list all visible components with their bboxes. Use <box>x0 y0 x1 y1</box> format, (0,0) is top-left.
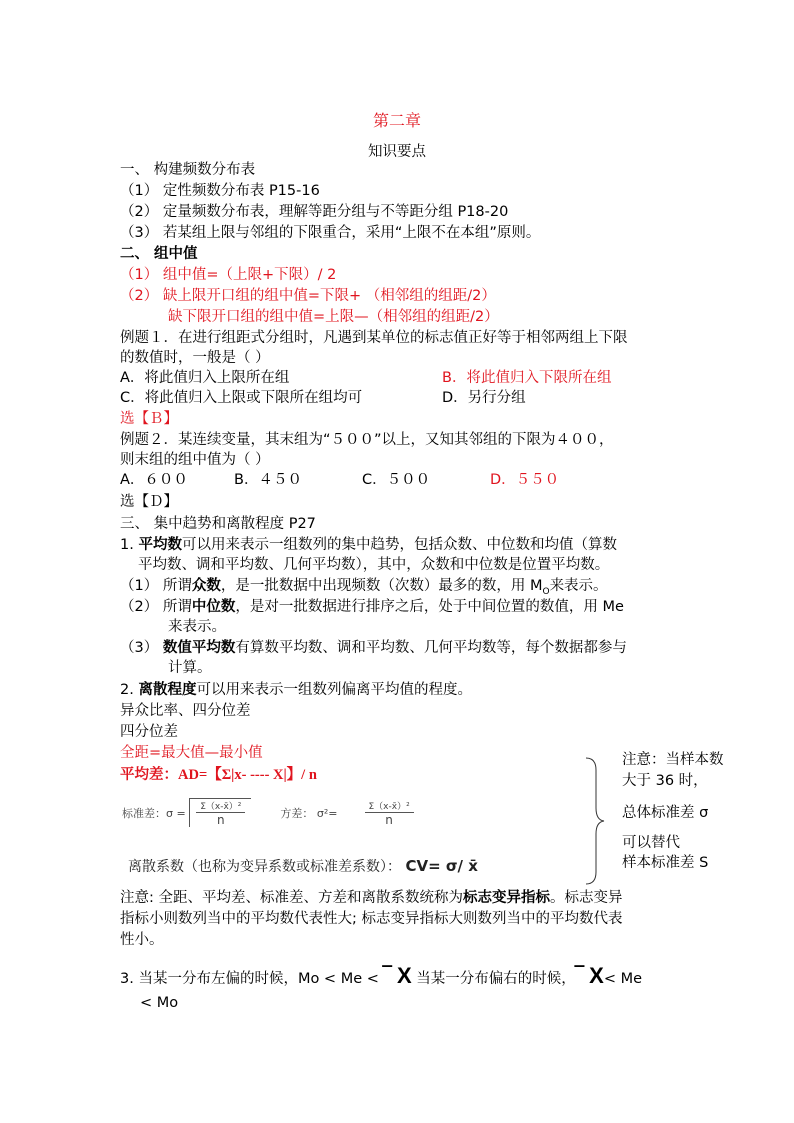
note-line-1: 注意：当样本数 <box>622 752 724 768</box>
example-2-answer: 选【Ｄ】 <box>120 494 178 510</box>
notice-line-2: 指标小则数列当中的平均数代表性大; 标志变异指标大则数列当中的平均数代表 <box>120 911 623 927</box>
example-1-option-b: B．将此值归入下限所在组 <box>442 370 612 386</box>
mean-deviation-formula <box>120 765 317 785</box>
mean-prefix: （3） <box>120 640 163 656</box>
mean-keyword: 数值平均数 <box>162 640 236 656</box>
section-3-heading: 三、 集中趋势和离散程度 P27 <box>120 516 316 532</box>
median-prefix: （2） 所谓 <box>120 599 192 615</box>
notice-text-a: 注意: 全距、平均差、标准差、方差和离散系数统称为 <box>120 890 463 906</box>
section-2-item-3: 缺下限开口组的组中值=上限—（相邻组的组距/2） <box>168 309 499 325</box>
mean-item <box>120 638 627 658</box>
mean-deviation-expression: AD=【Σ|x- ---- X|】/ n <box>178 767 317 783</box>
cv-label: 离散系数（也称为变异系数或标准差系数）： <box>128 859 401 875</box>
std-label: 标准差：σ = <box>122 806 186 820</box>
point-3-left-skew: 3. 当某一分布左偏的时候，Mo < Me < <box>120 971 384 987</box>
dispersion-measures-2: 四分位差 <box>120 724 178 740</box>
section-1-heading: 一、 构建频数分布表 <box>120 162 256 178</box>
example-1-question-line-1: 例题１．在进行组距式分组时，凡遇到某单位的标志值正好等于相邻两组上下限 <box>120 330 628 346</box>
example-1-question-line-2: 的数值时，一般是（ ） <box>120 350 270 366</box>
mode-subscript: O <box>542 586 550 597</box>
std-numerator: Σ（x-x̄）² <box>196 799 245 813</box>
cv-formula <box>128 856 478 877</box>
point-3-line-1 <box>120 963 643 989</box>
point-1-line-2: 平均数、调和平均数、几何平均数），其中，众数和中位数是位置平均数。 <box>138 557 610 573</box>
median-keyword: 中位数 <box>191 599 236 615</box>
point-2-number: 2. <box>120 682 134 698</box>
example-2-option-c: C．５００ <box>362 472 431 488</box>
mean-deviation-label: 平均差： <box>120 767 178 783</box>
point-3-mean-symbol-1: ‾ X <box>383 963 412 988</box>
std-variance-formulas <box>122 798 414 838</box>
median-item-line-2: 来表示。 <box>168 619 226 635</box>
mode-suffix: 来表示。 <box>549 578 608 594</box>
note-line-3: 总体标准差 σ <box>622 805 709 821</box>
note-line-5: 样本标准差 S <box>622 855 709 871</box>
note-line-2: 大于 36 时， <box>622 773 708 789</box>
variance-fraction <box>365 799 414 827</box>
page-title: 第二章 <box>372 111 421 130</box>
point-3-right-skew: 当某一分布偏右的时候， <box>411 971 576 987</box>
example-2-option-a: A．６００ <box>120 472 188 488</box>
example-1-option-a: A．将此值归入上限所在组 <box>120 370 290 386</box>
median-item <box>120 597 624 617</box>
section-1-item-3: （3） 若某组上限与邻组的下限重合，采用“上限不在本组”原则。 <box>120 225 541 241</box>
std-denominator: n <box>216 813 225 827</box>
dispersion-measures-1: 异众比率、四分位差 <box>120 703 251 719</box>
point-1-keyword: 平均数 <box>138 537 182 553</box>
section-2-item-2: （2） 缺上限开口组的组中值=下限+ （相邻组的组距/2） <box>120 288 496 304</box>
point-2-keyword: 离散程度 <box>138 682 197 698</box>
section-1-item-2: （2） 定量频数分布表，理解等距分组与不等距分组 P18-20 <box>120 204 509 220</box>
std-root <box>189 798 251 827</box>
notice-line-1 <box>120 888 623 908</box>
variance-denominator: n <box>385 812 393 827</box>
point-3-mean-symbol-2: ‾ X <box>575 963 604 988</box>
brace-icon <box>582 756 608 886</box>
cv-expression: CV= σ/ x̄ <box>405 857 478 875</box>
point-2-text: 可以用来表示一组数列偏离平均值的程度。 <box>196 682 472 698</box>
std-fraction <box>196 799 245 827</box>
mode-text: ，是一批数据中出现频数（次数）最多的数，用 M <box>220 578 543 594</box>
example-1-option-c: C．将此值归入上限或下限所在组均可 <box>120 390 363 406</box>
median-text: ，是对一批数据进行排序之后，处于中间位置的数值，用 Me <box>235 599 624 615</box>
point-3-line-2: < Mo <box>140 995 179 1011</box>
section-2-heading: 二、 组中值 <box>120 246 198 262</box>
variance-label: 方差： σ²= <box>280 806 338 820</box>
point-1-line-1 <box>120 535 617 555</box>
notice-line-3: 性小。 <box>120 932 164 948</box>
point-1-text: 可以用来表示一组数列的集中趋势，包括众数、中位数和均值（算数 <box>181 537 617 553</box>
section-2-item-1: （1） 组中值=（上限+下限）/ 2 <box>120 267 337 283</box>
point-3-tail: < Me <box>603 971 643 987</box>
example-1-option-d: D．另行分组 <box>442 390 526 406</box>
mean-item-line-2: 计算。 <box>168 660 212 676</box>
notice-text-c: 。标志变异 <box>550 890 623 906</box>
example-1-answer: 选【Ｂ】 <box>120 411 178 427</box>
section-1-item-1: （1） 定性频数分布表 P15-16 <box>120 183 320 199</box>
page-subtitle: 知识要点 <box>368 144 426 160</box>
note-line-4: 可以替代 <box>622 835 680 851</box>
point-1-number: 1. <box>120 537 134 553</box>
example-2-option-d: D．５５０ <box>490 472 560 488</box>
mode-keyword: 众数 <box>191 578 221 594</box>
example-2-question-line-2: 则末组的组中值为（ ） <box>120 452 270 468</box>
example-2-option-b: B．４５０ <box>234 472 302 488</box>
variance-numerator: Σ（x-x̄）² <box>365 799 414 813</box>
example-2-question-line-1: 例题２．某连续变量，其末组为“５００”以上，又知其邻组的下限为４００， <box>120 432 614 448</box>
range-formula: 全距=最大值—最小值 <box>120 745 263 761</box>
mean-text: 有算数平均数、调和平均数、几何平均数等，每个数据都参与 <box>235 640 627 656</box>
notice-keyword: 标志变异指标 <box>463 890 550 906</box>
mode-prefix: （1） 所谓 <box>120 578 192 594</box>
point-2 <box>120 680 472 700</box>
